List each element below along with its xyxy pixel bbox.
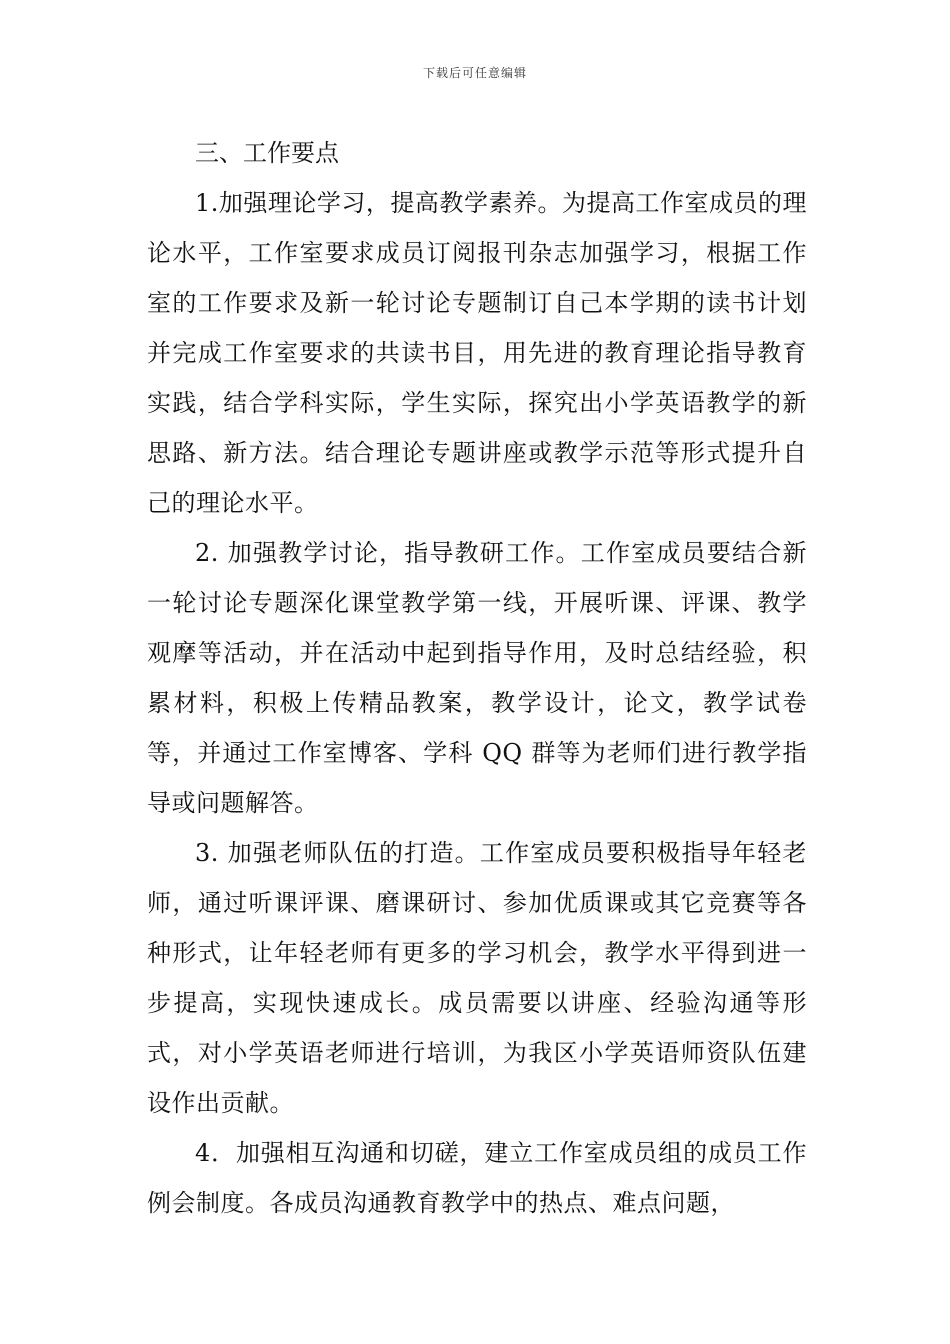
paragraph-1: 1.加强理论学习，提高教学素养。为提高工作室成员的理论水平，工作室要求成员订阅报刊杂志加强学习，根据工作室的工作要求及新一轮讨论专题制订自己本学期的读书计划并完成工作室要求的共读书目，用先进的教育理论指导教育实践，结合学科实际，学生实际，探究出小学英语教学的新思路、新方法。结合理论专题讲座或教学示范等形式提升自己的理论水平。 [147, 189, 807, 517]
paragraph-4: 4．加强相互沟通和切磋，建立工作室成员组的成员工作例会制度。各成员沟通教育教学中的热点、难点问题， [147, 1139, 807, 1217]
document-body [147, 128, 807, 1228]
section-title: 三、工作要点 [195, 139, 339, 167]
page-header-note: 下载后可任意编辑 [422, 66, 527, 80]
paragraph-3: 3. 加强老师队伍的打造。工作室成员要积极指导年轻老师，通过听课评课、磨课研讨、参加优质课或其它竞赛等各种形式，让年轻老师有更多的学习机会，教学水平得到进一步提高，实现快速成长。成员需要以讲座、经验沟通等形式，对小学英语老师进行培训，为我区小学英语师资队伍建设作出贡献。 [147, 839, 807, 1117]
paragraph-2: 2. 加强教学讨论，指导教研工作。工作室成员要结合新一轮讨论专题深化课堂教学第一线，开展听课、评课、教学观摩等活动，并在活动中起到指导作用，及时总结经验，积累材料，积极上传精品教案，教学设计，论文，教学试卷等，并通过工作室博客、学科 QQ 群等为老师们进行教学指导或问题解答。 [147, 539, 807, 817]
